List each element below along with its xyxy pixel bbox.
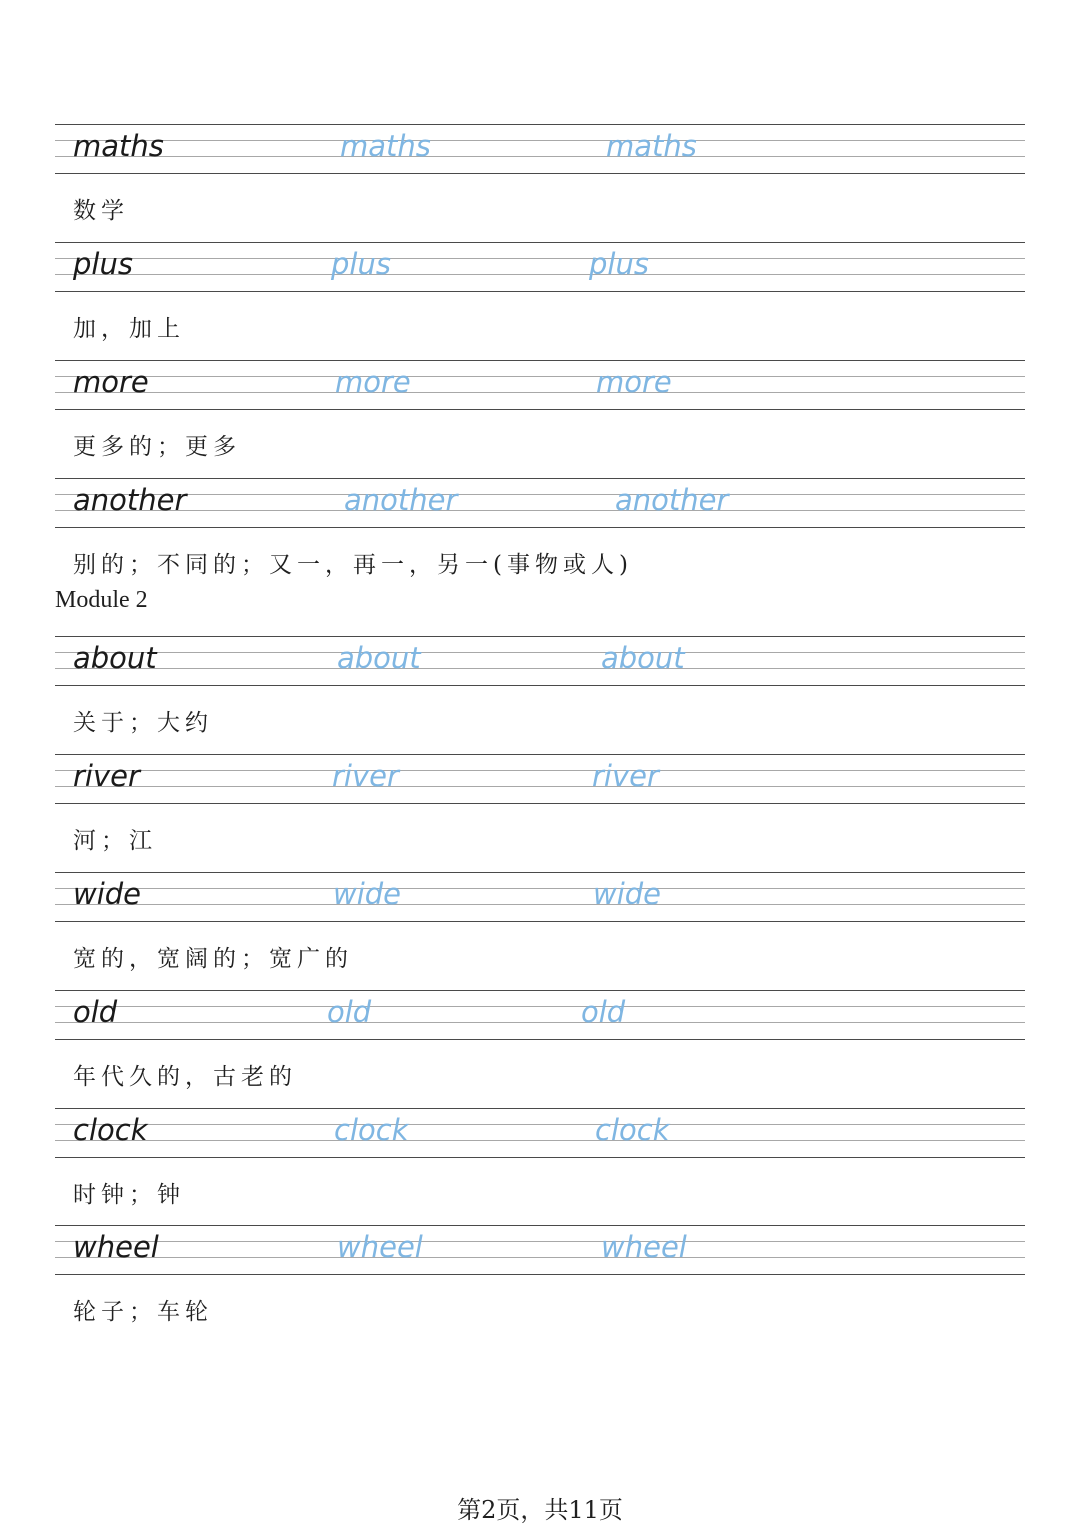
rule-line <box>55 1124 1025 1125</box>
writing-row <box>55 1108 1025 1158</box>
writing-row <box>55 478 1025 528</box>
rule-line <box>55 173 1025 174</box>
rule-line <box>55 754 1025 755</box>
trace-word: old <box>327 995 372 1029</box>
trace-word: wheel <box>601 1230 687 1264</box>
trace-word: another <box>344 483 458 517</box>
word-meaning: 轮子；车轮 <box>73 1299 213 1325</box>
rule-line <box>55 1274 1025 1275</box>
rule-line <box>55 376 1025 377</box>
writing-row <box>55 360 1025 410</box>
vocab-word: more <box>73 365 149 399</box>
word-meaning: 别的；不同的；又一，再一，另一(事物或人) <box>73 552 633 578</box>
rule-line <box>55 786 1025 787</box>
trace-word: wheel <box>337 1230 423 1264</box>
trace-word: about <box>337 641 421 675</box>
rule-line <box>55 685 1025 686</box>
trace-word: clock <box>334 1113 409 1147</box>
trace-word: wide <box>593 877 662 911</box>
rule-line <box>55 409 1025 410</box>
rule-line <box>55 872 1025 873</box>
trace-word: another <box>615 483 729 517</box>
writing-row <box>55 754 1025 804</box>
trace-word: more <box>596 365 672 399</box>
rule-line <box>55 1257 1025 1258</box>
module-heading: Module 2 <box>55 587 148 613</box>
trace-word: river <box>332 759 399 793</box>
rule-line <box>55 360 1025 361</box>
writing-row <box>55 990 1025 1040</box>
trace-word: clock <box>595 1113 670 1147</box>
rule-line <box>55 1039 1025 1040</box>
rule-line <box>55 668 1025 669</box>
rule-line <box>55 1022 1025 1023</box>
rule-line <box>55 1241 1025 1242</box>
rule-line <box>55 392 1025 393</box>
rule-line <box>55 510 1025 511</box>
vocab-word: another <box>73 483 187 517</box>
vocab-word: wheel <box>73 1230 159 1264</box>
rule-line <box>55 990 1025 991</box>
trace-word: maths <box>606 129 697 163</box>
word-meaning: 时钟；钟 <box>73 1182 185 1208</box>
word-meaning: 关于；大约 <box>73 710 213 736</box>
rule-line <box>55 1108 1025 1109</box>
word-meaning: 河；江 <box>73 828 157 854</box>
rule-line <box>55 494 1025 495</box>
rule-line <box>55 652 1025 653</box>
rule-line <box>55 478 1025 479</box>
vocab-word: clock <box>73 1113 148 1147</box>
rule-line <box>55 140 1025 141</box>
writing-row <box>55 124 1025 174</box>
rule-line <box>55 1140 1025 1141</box>
rule-line <box>55 636 1025 637</box>
writing-row <box>55 1225 1025 1275</box>
rule-line <box>55 258 1025 259</box>
vocab-word: plus <box>73 247 133 281</box>
vocab-word: maths <box>73 129 164 163</box>
vocab-word: wide <box>73 877 142 911</box>
writing-row <box>55 636 1025 686</box>
word-meaning: 更多的；更多 <box>73 434 241 460</box>
word-meaning: 加，加上 <box>73 316 185 342</box>
trace-word: plus <box>331 247 391 281</box>
trace-word: plus <box>589 247 649 281</box>
vocab-word: river <box>73 759 140 793</box>
writing-row <box>55 242 1025 292</box>
word-meaning: 数学 <box>73 198 129 224</box>
trace-word: old <box>581 995 626 1029</box>
page-number-footer: 第2页，共11页 <box>457 1496 623 1524</box>
trace-word: more <box>335 365 411 399</box>
rule-line <box>55 770 1025 771</box>
trace-word: river <box>592 759 659 793</box>
rule-line <box>55 921 1025 922</box>
trace-word: maths <box>340 129 431 163</box>
trace-word: about <box>601 641 685 675</box>
rule-line <box>55 1157 1025 1158</box>
rule-line <box>55 124 1025 125</box>
rule-line <box>55 904 1025 905</box>
rule-line <box>55 242 1025 243</box>
word-meaning: 年代久的，古老的 <box>73 1064 297 1090</box>
rule-line <box>55 803 1025 804</box>
vocab-word: about <box>73 641 157 675</box>
rule-line <box>55 291 1025 292</box>
rule-line <box>55 156 1025 157</box>
writing-row <box>55 872 1025 922</box>
trace-word: wide <box>333 877 402 911</box>
rule-line <box>55 888 1025 889</box>
rule-line <box>55 1006 1025 1007</box>
word-meaning: 宽的，宽阔的；宽广的 <box>73 946 353 972</box>
vocab-word: old <box>73 995 118 1029</box>
rule-line <box>55 274 1025 275</box>
rule-line <box>55 1225 1025 1226</box>
rule-line <box>55 527 1025 528</box>
